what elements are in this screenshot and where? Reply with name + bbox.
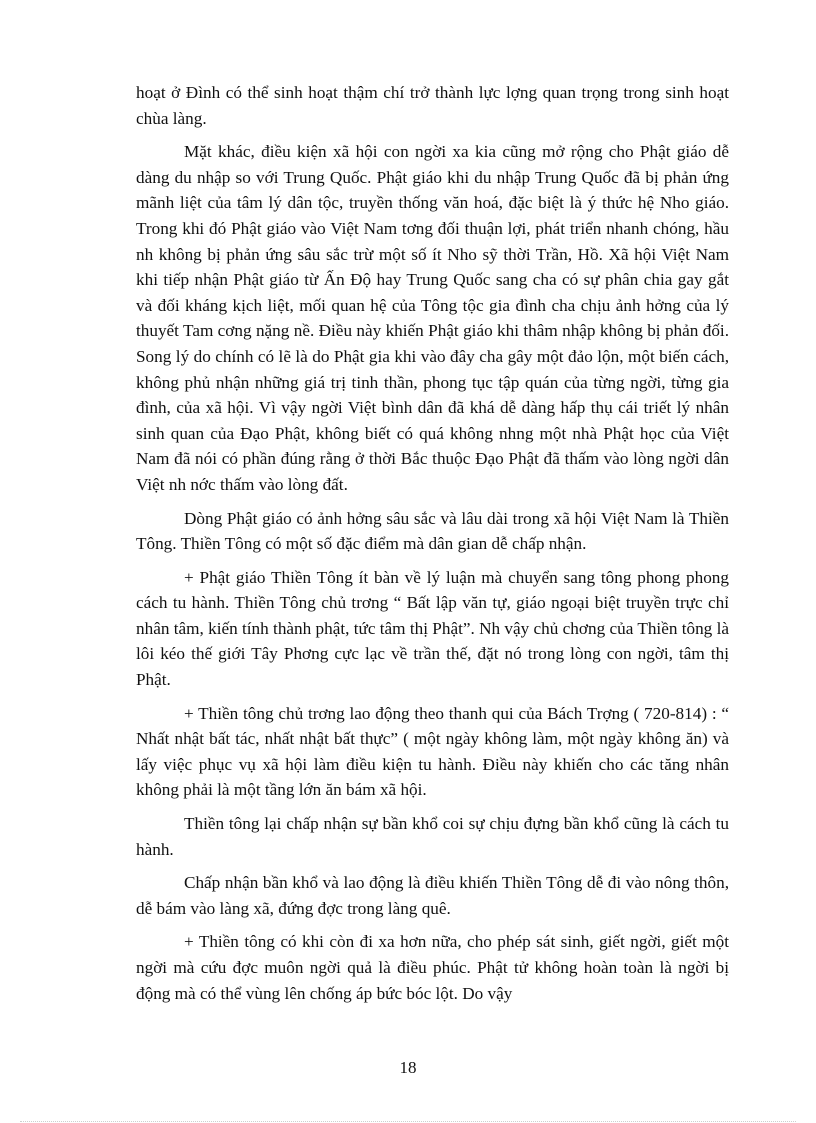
paragraph-7: Chấp nhận bần khổ và lao động là điều khiến Thiền Tông dễ đi vào nông thôn, dễ bám vào làng xã, đứng đợc trong làng quê. bbox=[136, 873, 729, 918]
paragraph-4: + Phật giáo Thiền Tông ít bàn về lý luận mà chuyển sang tông phong phong cách tu hành. Thiền Tông chủ trơng “ Bất lập văn tự, giáo ngoại biệt truyền trực chỉ nhân tâm, kiến tính thành phật, tức tâm thị Phật”. Nh vậy chủ chơng của Thiền tông là lôi kéo thế giới Tây Phơng cực lạc về trần thế, đặt nó trong lòng con ngời, tâm thị Phật. bbox=[136, 567, 729, 690]
page-bottom-divider bbox=[20, 1121, 796, 1122]
paragraph-6: Thiền tông lại chấp nhận sự bần khổ coi sự chịu đựng bần khổ cũng là cách tu hành. bbox=[136, 814, 729, 859]
page-number: 18 bbox=[399, 1058, 417, 1077]
paragraph-2: Mặt khác, điều kiện xã hội con ngời xa kia cũng mở rộng cho Phật giáo dễ dàng du nhập so với Trung Quốc. Phật giáo khi du nhập Trung Quốc đã bị phản ứng mãnh liệt của tâm lý dân tộc, truyền thống văn hoá, đặc biệt là ý thức hệ Nho giáo. Trong khi đó Phật giáo vào Việt Nam tơng đối thuận lợi, phát triển nhanh chóng, hầu nh không bị phản ứng sâu sắc trừ một số ít Nho sỹ thời Trần, Hồ. Xã hội Việt Nam khi tiếp nhận Phật giáo từ Ấn Độ hay Trung Quốc sang cha có sự phân chia gay gắt và đối kháng kịch liệt, mối quan hệ của Tông tộc gia đình cha chịu ảnh hởng của lý thuyết Tam cơng nặng nề. Điều này khiến Phật giáo khi thâm nhập không bị phản đối. Song lý do chính có lẽ là do Phật gia khi vào đây cha gây một đảo lộn, một biến cách, không phủ nhận những giá trị tinh thần, phong tục tập quán của từng ngời, từng gia đình, của xã hội. Vì vậy ngời Việt bình dân đã khá dễ dàng hấp thụ cái triết lý nhân sinh quan của Đạo Phật, không biết có quá không nhng một nhà Phật học của Việt Nam đã nói có phần đúng rằng ở thời Bắc thuộc Đạo Phật đã thấm vào lòng ngời dân Việt nh nớc thấm vào lòng đất. bbox=[136, 142, 729, 494]
paragraph-3: Dòng Phật giáo có ảnh hởng sâu sắc và lâu dài trong xã hội Việt Nam là Thiền Tông. Thiền Tông có một số đặc điểm mà dân gian dễ chấp nhận. bbox=[136, 508, 729, 554]
paragraph-5: + Thiền tông chủ trơng lao động theo thanh qui của Bách Trợng ( 720-814) : “ Nhất nhật bất tác, nhất nhật bất thực” ( một ngày không làm, một ngày không ăn) và lấy việc phục vụ xã hội làm điều kiện tu hành. Điều này khiến cho các tăng nhân không phải là một tầng lớn ăn bám xã hội. bbox=[136, 703, 729, 800]
paragraph-8: + Thiền tông có khi còn đi xa hơn nữa, cho phép sát sinh, giết ngời, giết một ngời mà cứu đợc muôn ngời quả là điều phúc. Phật tử không hoàn toàn là ngời bị động mà có thể vùng lên chống áp bức bóc lột. Do vậy bbox=[136, 932, 729, 1003]
document-body bbox=[136, 80, 729, 1014]
paragraph-1: hoạt ở Đình có thể sinh hoạt thậm chí trở thành lực lợng quan trọng trong sinh hoạt chùa làng. bbox=[136, 83, 729, 128]
